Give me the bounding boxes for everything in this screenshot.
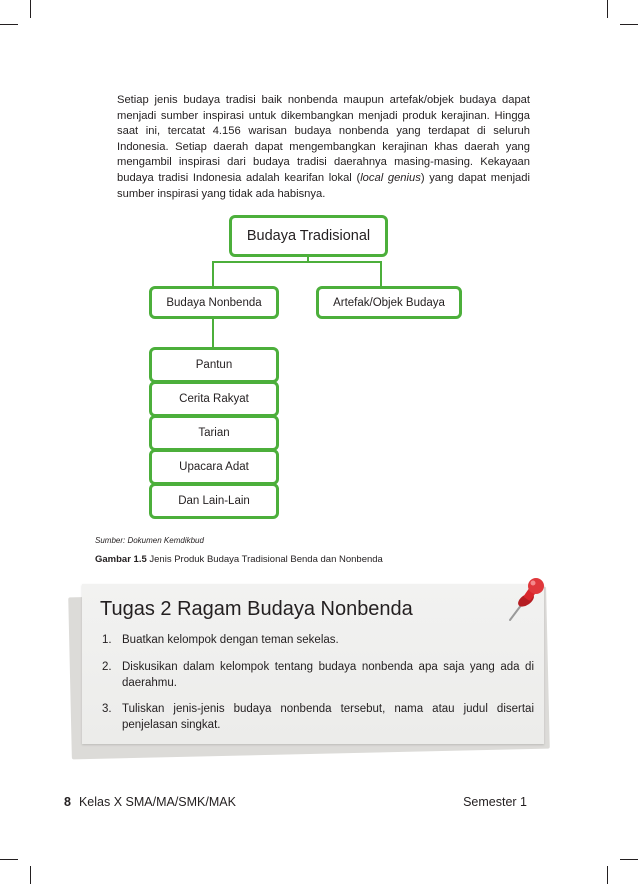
crop-mark [620, 24, 638, 25]
task-number: 1. [102, 634, 112, 646]
pushpin-icon [500, 576, 550, 626]
task-item [102, 659, 534, 691]
node-item-pantun: Pantun [149, 347, 279, 383]
node-budaya-tradisional: Budaya Tradisional [229, 215, 388, 257]
connector-left-down [212, 261, 214, 288]
figure-caption-label: Gambar 1.5 [95, 554, 147, 565]
node-item-tarian: Tarian [149, 415, 279, 451]
figure-source: Sumber: Dokumen Kemdikbud [95, 536, 204, 545]
task-title: Tugas 2 Ragam Budaya Nonbenda [100, 598, 413, 620]
crop-mark [607, 0, 608, 18]
intro-text: Setiap jenis budaya tradisi baik nonbenda maupun artefak/objek budaya dapat menjadi sumber inspirasi untuk dikembangkan menjadi produk kerajinan. Hingga saat ini, tercatat 4.156 warisan budaya nonbenda yang terdapat di seluruh Indonesia. Setiap daerah dapat mengembangkan kerajinan khas daerah yang mengambil inspirasi dari budaya tradisi daerahnya masing-masing. Kekayaan budaya tradisi Indonesia adalah kearifan lokal ( [117, 94, 530, 184]
intro-text-end: ) yang dapat menjadi sumber inspirasi yang tidak ada habisnya. [117, 171, 530, 200]
intro-paragraph [117, 93, 530, 202]
task-item [102, 701, 534, 733]
node-artefak: Artefak/Objek Budaya [316, 286, 462, 319]
crop-mark [607, 866, 608, 884]
crop-mark [30, 0, 31, 18]
task-number: 3. [102, 703, 112, 715]
node-budaya-nonbenda: Budaya Nonbenda [149, 286, 279, 319]
task-text: Buatkan kelompok dengan teman sekelas. [122, 634, 339, 646]
intro-italic-term: local genius [360, 171, 421, 184]
page-number: 8 [64, 795, 71, 809]
connector-items-down [212, 317, 214, 349]
crop-mark [30, 866, 31, 884]
task-text: Tuliskan jenis-jenis budaya nonbenda tersebut, nama atau judul disertai penjelasan singkat. [122, 703, 534, 731]
connector-right-down [380, 261, 382, 288]
figure-caption-text: Jenis Produk Budaya Tradisional Benda dan Nonbenda [146, 554, 383, 565]
crop-mark [620, 859, 638, 860]
connector-horizontal [212, 261, 382, 263]
footer-left [64, 795, 236, 809]
task-text: Diskusikan dalam kelompok tentang budaya nonbenda apa saja yang ada di daerahmu. [122, 661, 534, 689]
book-title: Kelas X SMA/MA/SMK/MAK [78, 795, 236, 809]
figure-caption [95, 554, 383, 565]
node-item-dan-lain-lain: Dan Lain-Lain [149, 483, 279, 519]
crop-mark [0, 859, 18, 860]
task-number: 2. [102, 661, 112, 673]
node-item-upacara-adat: Upacara Adat [149, 449, 279, 485]
task-item [102, 632, 534, 648]
footer-semester: Semester 1 [463, 795, 527, 809]
node-item-cerita-rakyat: Cerita Rakyat [149, 381, 279, 417]
crop-mark [0, 24, 18, 25]
